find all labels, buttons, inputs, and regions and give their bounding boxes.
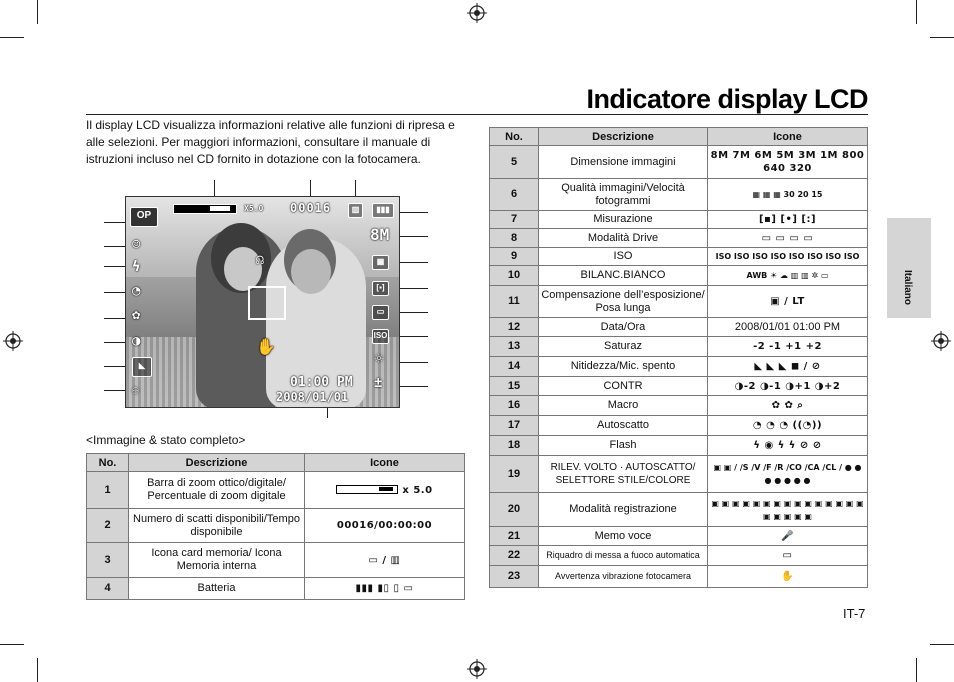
quality-icon: ▦ [372,255,389,270]
row-number: 15 [490,377,539,396]
macro-icon: ✿ [132,307,141,323]
table-header-row [87,454,465,472]
row-icons: 8M 7M 6M 5M 3M 1M 800 640 320 [708,146,868,179]
row-icons: 00016/00:00:00 [305,509,465,543]
indicator-table-right [489,127,868,588]
row-number: 8 [490,229,539,248]
table-row [490,546,868,566]
row-number: 7 [490,211,539,229]
table-row [490,377,868,396]
row-description: RILEV. VOLTO · AUTOSCATTO/ SELETTORE STILE/COLORE [539,456,708,493]
crop-mark [37,0,38,24]
row-icons: ◔ ◔ ◔ ((◔)) [708,416,868,436]
column-header: Icone [708,128,868,146]
column-header: No. [490,128,539,146]
table-row [490,357,868,377]
row-description: BILANC.BIANCO [539,266,708,286]
row-icons: ▣ ▣ ▣ ▣ ▣ ▣ ▣ ▣ ▣ ▣ ▣ ▣ ▣ ▣ ▣ ▣ ▣ ▣ ▣ ▣ [708,493,868,527]
row-description: Modalità Drive [539,229,708,248]
row-number: 17 [490,416,539,436]
row-icons: ▭ [708,546,868,566]
row-number: 23 [490,566,539,588]
image-caption: <Immagine & stato completo> [86,433,246,447]
registration-mark-icon [467,659,487,679]
table-row [490,211,868,229]
row-number: 16 [490,396,539,416]
row-icons: ✋ [708,566,868,588]
table-row [490,318,868,337]
callout-line [398,212,428,213]
page-title: Indicatore display LCD [586,84,868,114]
shots-counter: 00016 [290,201,332,215]
table-row [490,527,868,546]
recording-mode-icon: OP [130,207,158,227]
table-row [490,493,868,527]
contrast-icon: ◑ [132,333,141,349]
self-timer-icon: ◔ [132,283,141,299]
column-header: No. [87,454,129,472]
exposure-icon: ± [374,375,383,391]
row-number: 19 [490,456,539,493]
callout-line [398,236,428,237]
row-description: Avvertenza vibrazione fotocamera [539,566,708,588]
row-description: Icona card memoria/ Icona Memoria interna [129,543,305,578]
image-size-label: 8M [370,225,390,244]
table-row [490,456,868,493]
row-description: CONTR [539,377,708,396]
iso-icon: ISO [372,329,389,344]
table-row [87,578,465,600]
row-description: Macro [539,396,708,416]
page-number: IT-7 [843,606,866,621]
row-icons [305,472,465,509]
callout-line [398,362,428,363]
face-detection-icon: ☺ [132,237,141,253]
table-row [490,286,868,318]
row-description: Nitidezza/Mic. spento [539,357,708,377]
row-number: 11 [490,286,539,318]
table-row [87,509,465,543]
row-description: Data/Ora [539,318,708,337]
table-row [490,396,868,416]
registration-mark-icon [3,331,23,351]
callout-line [398,386,428,387]
row-icons: ISO ISO ISO ISO ISO ISO ISO ISO [708,248,868,266]
row-icons: ▭ ▭ ▭ ▭ [708,229,868,248]
row-icons: ϟ ◉ ϟ ϟ ⊘ ⊘ [708,436,868,456]
row-icons: ▭ / ▥ [305,543,465,578]
table-row [490,146,868,179]
lcd-preview-image [125,196,400,408]
row-icons: [▪] [•] [:] [708,211,868,229]
row-icons: 🎤 [708,527,868,546]
row-number: 3 [87,543,129,578]
row-number: 10 [490,266,539,286]
language-tab-label: Italiano [902,270,913,306]
flash-icon: ϟ [132,259,141,275]
callout-line [398,312,428,313]
table-row [87,543,465,578]
crop-mark [0,644,24,645]
row-number: 4 [87,578,129,600]
metering-icon: [▪] [372,281,389,296]
row-icons: 2008/01/01 01:00 PM [708,318,868,337]
row-icons: ▦ ▦ ▦ 30 20 15 [708,179,868,211]
row-icons: ◑-2 ◑-1 ◑+1 ◑+2 [708,377,868,396]
callout-line [398,288,428,289]
language-tab [887,218,931,318]
registration-mark-icon [467,3,487,23]
table-row [490,248,868,266]
row-icons: -2 -1 +1 +2 [708,337,868,357]
crop-mark [930,37,954,38]
row-icons: ▮▮▮ ▮▯ ▯ ▭ [305,578,465,600]
title-divider [86,114,868,115]
intro-paragraph: Il display LCD visualizza informazioni relative alle funzioni di ripresa e alle selezioni. Per maggiori informazioni, consultare il manuale di istruzioni incluso nel CD fornito in dotazione con la fotocamera. [86,118,455,166]
autofocus-frame [248,286,286,320]
row-number: 5 [490,146,539,179]
row-description: ISO [539,248,708,266]
row-description: Dimensione immagini [539,146,708,179]
row-number: 18 [490,436,539,456]
callout-line [398,336,428,337]
preview-date: 2008/01/01 [276,390,349,404]
camera-shake-icon: ✋ [256,337,276,356]
row-description: Modalità registrazione [539,493,708,527]
row-number: 6 [490,179,539,211]
row-number: 9 [490,248,539,266]
row-description: Batteria [129,578,305,600]
row-description: Riquadro di messa a fuoco automatica [539,546,708,566]
white-balance-icon: ☼ [374,349,384,368]
row-icons: ▣ / LT [708,286,868,318]
crop-mark [0,37,24,38]
row-icons: ◣ ◣ ◣ ◼ / ⊘ [708,357,868,377]
crop-mark [916,658,917,682]
row-number: 13 [490,337,539,357]
row-description: Qualità immagini/Velocità fotogrammi [539,179,708,211]
row-number: 22 [490,546,539,566]
row-description: Memo voce [539,527,708,546]
zoom-value: X5.0 [244,204,264,213]
row-number: 2 [87,509,129,543]
table-header-row [490,128,868,146]
voice-memo-icon: ☊ [256,253,264,268]
row-description: Numero di scatti disponibili/Tempo disponibile [129,509,305,543]
crop-mark [916,0,917,24]
table-row [490,566,868,588]
row-number: 1 [87,472,129,509]
row-icons: ✿ ✿ ⌕ [708,396,868,416]
table-row [490,337,868,357]
row-description: Flash [539,436,708,456]
sharpness-icon: ◣ [132,357,152,377]
saturation-icon: ⚇ [132,383,140,397]
row-description: Saturaz [539,337,708,357]
zoom-bar [173,204,237,214]
row-description: Barra di zoom ottico/digitale/ Percentuale di zoom digitale [129,472,305,509]
column-header: Icone [305,454,465,472]
crop-mark [37,658,38,682]
battery-icon: ▮▮▮ [372,203,394,218]
table-row [87,472,465,509]
preview-time: 01:00 PM [290,375,353,390]
crop-mark [930,644,954,645]
row-number: 21 [490,527,539,546]
row-description: Misurazione [539,211,708,229]
column-header: Descrizione [129,454,305,472]
callout-line [398,262,428,263]
preview-person-right-face [291,249,331,294]
indicator-table-left [86,453,465,600]
row-description: Autoscatto [539,416,708,436]
row-description: Compensazione dell’esposizione/ Posa lunga [539,286,708,318]
column-header: Descrizione [539,128,708,146]
table-row [490,436,868,456]
row-number: 14 [490,357,539,377]
memory-card-icon: ▥ [348,203,363,218]
registration-mark-icon [931,331,951,351]
row-icons: ▣ ▣ / ∕S ∕V ∕F ∕R ∕CO ∕CA ∕CL / ● ● ● ● ● ● ● [708,456,868,493]
table-row [490,416,868,436]
drive-mode-icon: ▭ [372,305,389,320]
table-row [490,179,868,211]
zoom-value-text: x 5.0 [402,484,433,496]
row-number: 12 [490,318,539,337]
table-row [490,266,868,286]
row-number: 20 [490,493,539,527]
row-icons: AWB ☀ ☁ ▥ ▥ ✲ ▭ [708,266,868,286]
table-row [490,229,868,248]
